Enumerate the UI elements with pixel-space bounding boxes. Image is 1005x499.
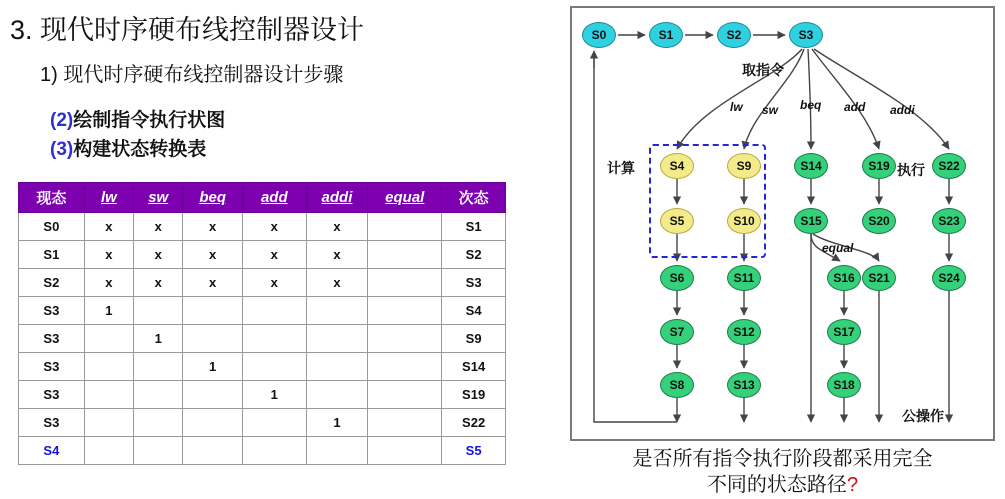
table-cell bbox=[134, 381, 183, 409]
table-row bbox=[19, 437, 506, 465]
table-cell: x bbox=[306, 269, 368, 297]
state-node-s1: S1 bbox=[649, 22, 683, 48]
table-cell bbox=[368, 353, 442, 381]
state-node-s23: S23 bbox=[932, 208, 966, 234]
state-node-s0: S0 bbox=[582, 22, 616, 48]
state-node-s2: S2 bbox=[717, 22, 751, 48]
state-node-s14: S14 bbox=[794, 153, 828, 179]
bullet-3 bbox=[50, 134, 206, 161]
label-fetch: 取指令 bbox=[742, 62, 784, 78]
table-row bbox=[19, 297, 506, 325]
table-cell bbox=[183, 325, 243, 353]
label-edge-sw: sw bbox=[762, 103, 779, 117]
table-cell: S4 bbox=[442, 297, 506, 325]
table-cell: S3 bbox=[19, 325, 85, 353]
th-lw: lw bbox=[84, 183, 133, 213]
table-cell bbox=[183, 297, 243, 325]
table-body bbox=[19, 213, 506, 465]
state-transition-table-wrapper bbox=[18, 182, 506, 465]
table-cell: S3 bbox=[19, 409, 85, 437]
table-cell bbox=[368, 325, 442, 353]
table-cell bbox=[242, 353, 306, 381]
label-compute: 计算 bbox=[607, 160, 635, 176]
state-node-s22: S22 bbox=[932, 153, 966, 179]
table-cell bbox=[306, 297, 368, 325]
table-cell bbox=[368, 241, 442, 269]
table-cell bbox=[368, 213, 442, 241]
table-cell: x bbox=[84, 269, 133, 297]
table-cell: x bbox=[183, 269, 243, 297]
state-node-s10: S10 bbox=[727, 208, 761, 234]
caption-line-2 bbox=[570, 472, 995, 498]
state-node-s6: S6 bbox=[660, 265, 694, 291]
state-node-s9: S9 bbox=[727, 153, 761, 179]
bullet-2-text: 绘制指令执行状图 bbox=[73, 110, 226, 131]
table-cell: S3 bbox=[19, 381, 85, 409]
state-node-s18: S18 bbox=[827, 372, 861, 398]
state-node-s7: S7 bbox=[660, 319, 694, 345]
table-cell: x bbox=[134, 213, 183, 241]
bullet-3-text: 构建状态转换表 bbox=[73, 139, 207, 160]
table-cell: 1 bbox=[84, 297, 133, 325]
table-cell bbox=[134, 353, 183, 381]
state-node-s24: S24 bbox=[932, 265, 966, 291]
caption-line-1: 是否所有指令执行阶段都采用完全 bbox=[632, 448, 933, 470]
table-cell bbox=[368, 269, 442, 297]
table-cell bbox=[242, 437, 306, 465]
table-cell: S1 bbox=[442, 213, 506, 241]
table-cell bbox=[84, 409, 133, 437]
step-heading: 1) 现代时序硬布线控制器设计步骤 bbox=[40, 64, 344, 86]
table-cell: x bbox=[183, 241, 243, 269]
table-cell bbox=[306, 325, 368, 353]
table-cell: S3 bbox=[19, 353, 85, 381]
table-cell: x bbox=[84, 241, 133, 269]
table-cell: 1 bbox=[134, 325, 183, 353]
state-node-s21: S21 bbox=[862, 265, 896, 291]
table-cell: x bbox=[242, 269, 306, 297]
table-cell bbox=[84, 325, 133, 353]
state-diagram-panel bbox=[570, 6, 995, 441]
table-cell: S2 bbox=[19, 269, 85, 297]
state-node-s16: S16 bbox=[827, 265, 861, 291]
label-execute: 执行 bbox=[897, 162, 925, 178]
table-row bbox=[19, 241, 506, 269]
label-edge-addi: addi bbox=[890, 103, 915, 117]
bullet-2 bbox=[50, 105, 225, 132]
table-cell bbox=[306, 353, 368, 381]
th-addi: addi bbox=[306, 183, 368, 213]
label-edge-beq: beq bbox=[800, 98, 822, 112]
table-cell bbox=[242, 325, 306, 353]
table-row bbox=[19, 325, 506, 353]
table-cell bbox=[134, 297, 183, 325]
table-cell: x bbox=[306, 241, 368, 269]
table-cell: S2 bbox=[442, 241, 506, 269]
state-node-s3: S3 bbox=[789, 22, 823, 48]
table-row bbox=[19, 213, 506, 241]
table-cell: 1 bbox=[242, 381, 306, 409]
table-cell: x bbox=[84, 213, 133, 241]
state-node-s11: S11 bbox=[727, 265, 761, 291]
table-cell: S5 bbox=[442, 437, 506, 465]
label-edge-add: add bbox=[844, 100, 866, 114]
table-cell: x bbox=[134, 241, 183, 269]
table-cell bbox=[183, 409, 243, 437]
th-next-state: 次态 bbox=[442, 183, 506, 213]
table-cell bbox=[84, 353, 133, 381]
table-cell bbox=[368, 409, 442, 437]
state-node-s8: S8 bbox=[660, 372, 694, 398]
table-cell bbox=[242, 409, 306, 437]
diagram-caption bbox=[570, 446, 995, 498]
th-beq: beq bbox=[183, 183, 243, 213]
state-node-s20: S20 bbox=[862, 208, 896, 234]
table-cell: 1 bbox=[306, 409, 368, 437]
table-cell bbox=[134, 437, 183, 465]
table-cell: S4 bbox=[19, 437, 85, 465]
table-cell: x bbox=[242, 213, 306, 241]
th-sw: sw bbox=[134, 183, 183, 213]
table-cell bbox=[368, 297, 442, 325]
table-cell bbox=[134, 409, 183, 437]
table-cell: S3 bbox=[19, 297, 85, 325]
state-node-s4: S4 bbox=[660, 153, 694, 179]
table-cell bbox=[242, 297, 306, 325]
table-cell bbox=[183, 381, 243, 409]
table-cell: 1 bbox=[183, 353, 243, 381]
table-cell: S3 bbox=[442, 269, 506, 297]
state-node-s15: S15 bbox=[794, 208, 828, 234]
th-equal: equal bbox=[368, 183, 442, 213]
table-row bbox=[19, 381, 506, 409]
state-node-s12: S12 bbox=[727, 319, 761, 345]
table-header-row bbox=[19, 183, 506, 213]
th-current-state: 现态 bbox=[19, 183, 85, 213]
label-equal: equal bbox=[822, 241, 854, 255]
caption-question-mark: ? bbox=[846, 474, 859, 496]
table-row bbox=[19, 353, 506, 381]
table-cell: x bbox=[242, 241, 306, 269]
table-cell: S9 bbox=[442, 325, 506, 353]
page-title: 3. 现代时序硬布线控制器设计 bbox=[10, 15, 365, 45]
table-cell bbox=[368, 381, 442, 409]
table-cell bbox=[306, 381, 368, 409]
table-cell bbox=[368, 437, 442, 465]
state-node-s13: S13 bbox=[727, 372, 761, 398]
bullet-2-number: (2) bbox=[50, 110, 74, 131]
caption-line-2-text: 不同的状态路径 bbox=[706, 474, 847, 496]
table-cell: S14 bbox=[442, 353, 506, 381]
table-cell: x bbox=[134, 269, 183, 297]
table-cell: S22 bbox=[442, 409, 506, 437]
table-cell: x bbox=[306, 213, 368, 241]
state-node-s5: S5 bbox=[660, 208, 694, 234]
table-cell: S0 bbox=[19, 213, 85, 241]
table-cell bbox=[84, 437, 133, 465]
table-cell: x bbox=[183, 213, 243, 241]
table-cell bbox=[84, 381, 133, 409]
th-add: add bbox=[242, 183, 306, 213]
state-transition-table bbox=[18, 182, 506, 465]
table-cell bbox=[306, 437, 368, 465]
state-node-s17: S17 bbox=[827, 319, 861, 345]
table-row bbox=[19, 269, 506, 297]
table-row bbox=[19, 409, 506, 437]
table-cell bbox=[183, 437, 243, 465]
state-node-s19: S19 bbox=[862, 153, 896, 179]
table-cell: S19 bbox=[442, 381, 506, 409]
table-cell: S1 bbox=[19, 241, 85, 269]
label-common-op: 公操作 bbox=[902, 408, 944, 424]
bullet-3-number: (3) bbox=[50, 139, 74, 160]
label-edge-lw: lw bbox=[730, 100, 743, 114]
